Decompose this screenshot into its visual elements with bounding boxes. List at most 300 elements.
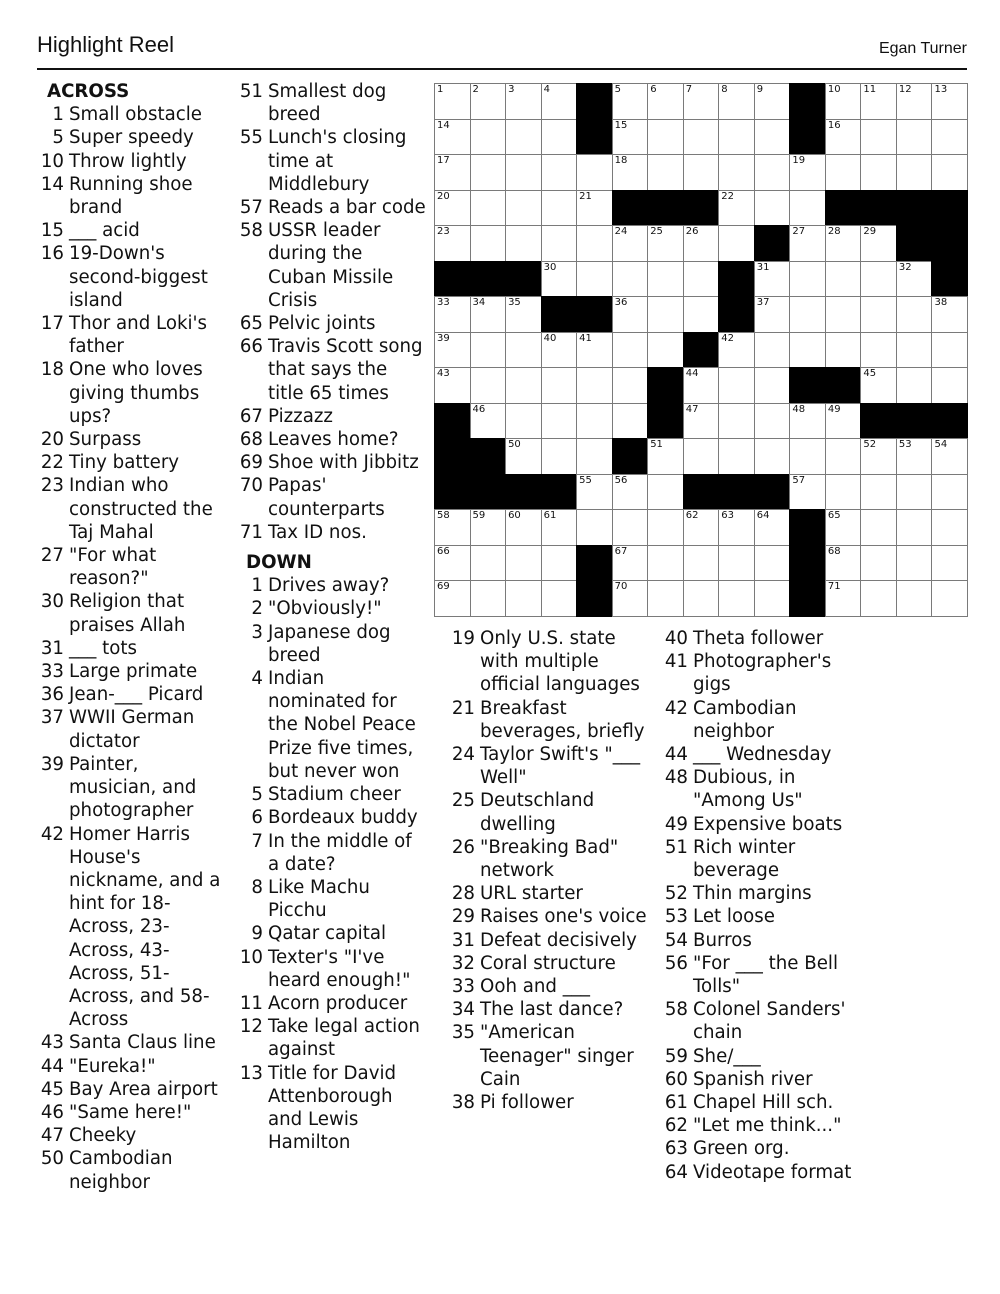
- grid-cell[interactable]: [612, 296, 649, 333]
- clue-text: "Let me think...": [693, 1115, 842, 1137]
- across-clue-55: [236, 126, 426, 196]
- across-clue-67: [236, 405, 426, 428]
- grid-cell[interactable]: [825, 332, 862, 369]
- clue-number: 15: [40, 220, 64, 242]
- grid-cell[interactable]: [647, 225, 684, 262]
- clue-text: Pi follower: [480, 1092, 574, 1114]
- cell-number: 31: [756, 261, 770, 273]
- cell-number: 11: [863, 84, 877, 95]
- clue-number: 24: [451, 744, 475, 766]
- clue-text: Acorn producer: [268, 992, 408, 1014]
- grid-cell[interactable]: [541, 367, 578, 404]
- grid-cell[interactable]: [754, 545, 791, 582]
- grid-cell[interactable]: [718, 154, 755, 191]
- down-clue-59: [661, 1045, 861, 1068]
- grid-cell[interactable]: [683, 403, 720, 440]
- grid-cell[interactable]: [470, 296, 507, 333]
- grid-cell[interactable]: [541, 83, 578, 120]
- down-clue-3: [236, 621, 426, 667]
- grid-black-square: [754, 474, 791, 511]
- grid-cell[interactable]: [647, 332, 684, 369]
- down-clue-62: [661, 1114, 861, 1137]
- grid-cell[interactable]: [470, 225, 507, 262]
- grid-black-square: [789, 119, 826, 156]
- clue-number: 56: [664, 952, 688, 974]
- grid-cell[interactable]: [612, 261, 649, 298]
- grid-cell[interactable]: [434, 119, 471, 156]
- clue-text: Photographer's gigs: [693, 651, 832, 696]
- grid-black-square: [470, 438, 507, 475]
- grid-cell[interactable]: [931, 545, 968, 582]
- grid-cell[interactable]: [434, 296, 471, 333]
- across-clue-42: [37, 823, 227, 1032]
- across-clue-70: [236, 474, 426, 520]
- grid-cell[interactable]: [825, 438, 862, 475]
- grid-cell[interactable]: [860, 225, 897, 262]
- grid-black-square: [541, 474, 578, 511]
- grid-cell[interactable]: [541, 261, 578, 298]
- down-clue-40: [661, 627, 861, 650]
- grid-cell[interactable]: [470, 154, 507, 191]
- down-clue-13: [236, 1062, 426, 1155]
- clue-text: 19-Down's second-biggest island: [69, 243, 208, 311]
- grid-cell[interactable]: [683, 261, 720, 298]
- down-clue-2: [236, 597, 426, 620]
- clue-number: 49: [664, 813, 688, 835]
- grid-cell[interactable]: [576, 261, 613, 298]
- grid-cell[interactable]: [860, 119, 897, 156]
- clue-number: 40: [664, 628, 688, 649]
- grid-cell[interactable]: [683, 580, 720, 617]
- clue-number: 53: [664, 906, 688, 928]
- clue-text: Bay Area airport: [69, 1078, 218, 1100]
- grid-cell[interactable]: [825, 261, 862, 298]
- grid-cell[interactable]: [612, 83, 649, 120]
- down-clue-8: [236, 876, 426, 922]
- grid-cell[interactable]: [931, 367, 968, 404]
- across-clue-list-continued: [236, 80, 426, 544]
- grid-cell[interactable]: [718, 509, 755, 546]
- clue-number: 58: [239, 220, 263, 242]
- grid-cell[interactable]: [505, 367, 542, 404]
- grid-cell[interactable]: [612, 367, 649, 404]
- cell-number: 30: [543, 261, 557, 273]
- grid-cell[interactable]: [434, 190, 471, 227]
- grid-cell[interactable]: [931, 332, 968, 369]
- grid-cell[interactable]: [541, 190, 578, 227]
- cell-number: 9: [756, 84, 764, 95]
- grid-cell[interactable]: [683, 367, 720, 404]
- grid-cell[interactable]: [505, 225, 542, 262]
- cell-number: 25: [650, 226, 663, 238]
- grid-cell[interactable]: [754, 438, 791, 475]
- down-clue-58: [661, 998, 861, 1044]
- grid-cell[interactable]: [576, 190, 613, 227]
- grid-cell[interactable]: [825, 474, 862, 511]
- grid-cell[interactable]: [789, 154, 826, 191]
- grid-cell[interactable]: [683, 154, 720, 191]
- across-clue-5: [37, 126, 227, 149]
- cell-number: 48: [792, 403, 806, 415]
- grid-black-square: [612, 190, 649, 227]
- grid-cell[interactable]: [612, 545, 649, 582]
- grid-cell[interactable]: [825, 296, 862, 333]
- grid-cell[interactable]: [789, 332, 826, 369]
- grid-cell[interactable]: [434, 332, 471, 369]
- grid-cell[interactable]: [434, 509, 471, 546]
- cell-number: 8: [721, 84, 728, 95]
- grid-cell[interactable]: [576, 154, 613, 191]
- grid-cell[interactable]: [647, 296, 684, 333]
- grid-cell[interactable]: [505, 154, 542, 191]
- clue-text: Travis Scott song that says the title 65 times: [268, 336, 423, 404]
- grid-cell[interactable]: [470, 83, 507, 120]
- grid-black-square: [434, 438, 471, 475]
- grid-cell[interactable]: [576, 403, 613, 440]
- grid-cell[interactable]: [683, 438, 720, 475]
- grid-cell[interactable]: [896, 545, 933, 582]
- clue-number: 36: [40, 684, 64, 706]
- cell-number: 34: [472, 297, 486, 309]
- grid-cell[interactable]: [789, 403, 826, 440]
- grid-cell[interactable]: [789, 261, 826, 298]
- grid-cell[interactable]: [470, 403, 507, 440]
- grid-cell[interactable]: [860, 332, 897, 369]
- grid-cell[interactable]: [434, 83, 471, 120]
- grid-cell[interactable]: [505, 580, 542, 617]
- cell-number: 62: [685, 510, 699, 522]
- clue-number: 16: [40, 243, 64, 265]
- clue-text: Cheeky: [69, 1125, 137, 1147]
- grid-cell[interactable]: [860, 367, 897, 404]
- grid-cell[interactable]: [470, 545, 507, 582]
- grid-cell[interactable]: [860, 580, 897, 617]
- grid-cell[interactable]: [931, 438, 968, 475]
- clue-text: She/___: [693, 1045, 761, 1067]
- grid-cell[interactable]: [576, 438, 613, 475]
- clue-text: Tax ID nos.: [268, 521, 367, 543]
- clue-text: Indian nominated for the Nobel Peace Prize five times, but never won: [268, 668, 416, 782]
- grid-cell[interactable]: [434, 367, 471, 404]
- grid-cell[interactable]: [541, 332, 578, 369]
- grid-cell[interactable]: [825, 83, 862, 120]
- clue-number: 23: [40, 475, 64, 497]
- clue-number: 25: [451, 790, 475, 812]
- grid-black-square: [718, 296, 755, 333]
- grid-cell[interactable]: [505, 332, 542, 369]
- grid-cell[interactable]: [647, 509, 684, 546]
- clue-number: 2: [251, 598, 263, 620]
- grid-cell[interactable]: [470, 190, 507, 227]
- clue-text: Rich winter beverage: [693, 836, 796, 882]
- grid-cell[interactable]: [931, 296, 968, 333]
- clue-text: Only U.S. state with multiple official languages: [480, 628, 640, 696]
- grid-cell[interactable]: [612, 474, 649, 511]
- clue-column-3: [448, 627, 648, 1114]
- clue-column-1: [37, 80, 227, 1194]
- cell-number: 50: [508, 439, 521, 451]
- grid-cell[interactable]: [647, 474, 684, 511]
- cell-number: 40: [543, 332, 557, 344]
- clue-number: 55: [239, 127, 263, 149]
- clue-text: Chapel Hill sch.: [693, 1092, 834, 1114]
- grid-cell[interactable]: [789, 438, 826, 475]
- clue-text: Like Machu Picchu: [268, 876, 370, 922]
- clue-text: One who loves giving thumbs ups?: [69, 359, 203, 427]
- grid-cell[interactable]: [789, 296, 826, 333]
- grid-cell[interactable]: [683, 296, 720, 333]
- grid-cell[interactable]: [683, 225, 720, 262]
- clue-number: 65: [239, 313, 263, 335]
- grid-cell[interactable]: [896, 474, 933, 511]
- grid-black-square: [683, 190, 720, 227]
- grid-cell[interactable]: [576, 367, 613, 404]
- clue-text: Super speedy: [69, 127, 194, 149]
- grid-cell[interactable]: [647, 545, 684, 582]
- grid-cell[interactable]: [647, 119, 684, 156]
- clue-text: Reads a bar code: [268, 197, 426, 219]
- grid-cell[interactable]: [931, 119, 968, 156]
- grid-cell[interactable]: [754, 261, 791, 298]
- grid-black-square: [434, 403, 471, 440]
- clue-text: "Obviously!": [268, 598, 382, 620]
- grid-cell[interactable]: [718, 119, 755, 156]
- grid-cell[interactable]: [470, 367, 507, 404]
- grid-cell[interactable]: [896, 83, 933, 120]
- down-clue-21: [448, 697, 648, 743]
- grid-cell[interactable]: [718, 403, 755, 440]
- grid-cell[interactable]: [718, 438, 755, 475]
- clue-text: Raises one's voice: [480, 906, 647, 928]
- across-clue-18: [37, 358, 227, 428]
- grid-cell[interactable]: [860, 438, 897, 475]
- down-clue-28: [448, 882, 648, 905]
- clue-text: Defeat decisively: [480, 929, 637, 951]
- grid-cell[interactable]: [470, 119, 507, 156]
- cell-number: 56: [614, 474, 628, 486]
- grid-cell[interactable]: [789, 190, 826, 227]
- clue-number: 70: [239, 475, 263, 497]
- grid-cell[interactable]: [825, 403, 862, 440]
- grid-cell[interactable]: [718, 332, 755, 369]
- grid-cell[interactable]: [754, 119, 791, 156]
- grid-cell[interactable]: [754, 154, 791, 191]
- grid-cell[interactable]: [896, 296, 933, 333]
- grid-cell[interactable]: [825, 509, 862, 546]
- grid-cell[interactable]: [470, 509, 507, 546]
- cell-number: 66: [437, 545, 450, 557]
- grid-cell[interactable]: [860, 261, 897, 298]
- grid-cell[interactable]: [576, 509, 613, 546]
- grid-cell[interactable]: [860, 154, 897, 191]
- clue-text: "Eureka!": [69, 1055, 156, 1077]
- grid-cell[interactable]: [612, 580, 649, 617]
- across-clue-30: [37, 590, 227, 636]
- grid-cell[interactable]: [434, 545, 471, 582]
- grid-cell[interactable]: [754, 367, 791, 404]
- grid-cell[interactable]: [434, 225, 471, 262]
- clue-text: Running shoe brand: [69, 173, 193, 219]
- cell-number: 47: [685, 403, 699, 415]
- grid-cell[interactable]: [718, 190, 755, 227]
- grid-cell[interactable]: [612, 509, 649, 546]
- grid-cell[interactable]: [612, 225, 649, 262]
- clue-text: Indian who constructed the Taj Mahal: [69, 475, 213, 543]
- grid-cell[interactable]: [825, 580, 862, 617]
- cell-number: 14: [437, 119, 450, 131]
- grid-cell[interactable]: [860, 83, 897, 120]
- grid-cell[interactable]: [541, 438, 578, 475]
- grid-cell[interactable]: [576, 474, 613, 511]
- cell-number: 51: [650, 439, 663, 451]
- grid-black-square: [896, 403, 933, 440]
- down-clue-48: [661, 766, 861, 812]
- grid-cell[interactable]: [896, 438, 933, 475]
- grid-cell[interactable]: [860, 296, 897, 333]
- grid-cell[interactable]: [647, 83, 684, 120]
- grid-cell[interactable]: [754, 296, 791, 333]
- grid-cell[interactable]: [647, 261, 684, 298]
- grid-cell[interactable]: [612, 403, 649, 440]
- grid-cell[interactable]: [931, 154, 968, 191]
- down-clue-42: [661, 697, 861, 743]
- grid-cell[interactable]: [896, 580, 933, 617]
- across-clue-17: [37, 312, 227, 358]
- cell-number: 1: [437, 84, 444, 95]
- grid-cell[interactable]: [683, 545, 720, 582]
- clue-number: 20: [40, 429, 64, 451]
- grid-cell[interactable]: [505, 403, 542, 440]
- grid-cell[interactable]: [754, 580, 791, 617]
- grid-cell[interactable]: [931, 509, 968, 546]
- grid-cell[interactable]: [825, 225, 862, 262]
- clue-number: 37: [40, 707, 64, 729]
- down-clue-24: [448, 743, 648, 789]
- puzzle-author: Egan Turner: [878, 40, 967, 57]
- grid-cell[interactable]: [718, 83, 755, 120]
- clue-text: Pelvic joints: [268, 313, 376, 335]
- clue-text: Thor and Loki's father: [69, 313, 208, 358]
- grid-cell[interactable]: [576, 225, 613, 262]
- grid-cell[interactable]: [789, 474, 826, 511]
- down-clue-33: [448, 975, 648, 998]
- grid-cell[interactable]: [896, 119, 933, 156]
- grid-cell[interactable]: [434, 154, 471, 191]
- grid-cell[interactable]: [541, 154, 578, 191]
- grid-cell[interactable]: [754, 83, 791, 120]
- grid-cell[interactable]: [683, 509, 720, 546]
- grid-cell[interactable]: [754, 403, 791, 440]
- grid-cell[interactable]: [896, 261, 933, 298]
- grid-cell[interactable]: [896, 367, 933, 404]
- clue-text: Videotape format: [693, 1161, 852, 1183]
- clue-text: Pizzazz: [268, 405, 333, 427]
- grid-cell[interactable]: [541, 509, 578, 546]
- cell-number: 65: [827, 510, 841, 522]
- clue-number: 46: [40, 1101, 64, 1123]
- grid-cell[interactable]: [647, 438, 684, 475]
- grid-cell[interactable]: [825, 154, 862, 191]
- grid-cell[interactable]: [541, 119, 578, 156]
- grid-cell[interactable]: [718, 545, 755, 582]
- grid-cell[interactable]: [754, 332, 791, 369]
- clue-text: ___ acid: [69, 220, 140, 242]
- grid-cell[interactable]: [931, 474, 968, 511]
- grid-cell[interactable]: [683, 83, 720, 120]
- across-clue-27: [37, 544, 227, 590]
- grid-cell[interactable]: [505, 509, 542, 546]
- grid-cell[interactable]: [505, 296, 542, 333]
- grid-cell[interactable]: [896, 154, 933, 191]
- down-clue-9: [236, 922, 426, 945]
- grid-cell[interactable]: [896, 509, 933, 546]
- grid-cell[interactable]: [612, 154, 649, 191]
- grid-cell[interactable]: [505, 119, 542, 156]
- grid-cell[interactable]: [434, 580, 471, 617]
- clue-number: 43: [40, 1032, 64, 1054]
- cell-number: 26: [685, 226, 699, 238]
- grid-cell[interactable]: [789, 225, 826, 262]
- clue-number: 11: [239, 992, 263, 1014]
- grid-cell[interactable]: [505, 545, 542, 582]
- grid-cell[interactable]: [612, 332, 649, 369]
- clue-number: 18: [40, 359, 64, 381]
- grid-cell[interactable]: [718, 367, 755, 404]
- grid-cell[interactable]: [860, 509, 897, 546]
- clue-text: Texter's "I've heard enough!": [268, 946, 411, 991]
- grid-cell[interactable]: [541, 403, 578, 440]
- clue-text: Take legal action against: [268, 1016, 420, 1061]
- grid-cell[interactable]: [718, 580, 755, 617]
- grid-black-square: [754, 225, 791, 262]
- grid-cell[interactable]: [754, 190, 791, 227]
- grid-cell[interactable]: [505, 83, 542, 120]
- grid-cell[interactable]: [718, 225, 755, 262]
- grid-cell[interactable]: [612, 119, 649, 156]
- clue-number: 47: [40, 1125, 64, 1147]
- grid-cell[interactable]: [541, 580, 578, 617]
- grid-cell[interactable]: [683, 119, 720, 156]
- clue-text: Thin margins: [693, 883, 812, 905]
- across-clue-36: [37, 683, 227, 706]
- grid-cell[interactable]: [576, 332, 613, 369]
- grid-cell[interactable]: [470, 580, 507, 617]
- grid-cell[interactable]: [825, 119, 862, 156]
- grid-cell[interactable]: [825, 545, 862, 582]
- cell-number: 69: [437, 581, 450, 593]
- clue-number: 71: [239, 521, 263, 543]
- grid-cell[interactable]: [647, 580, 684, 617]
- clue-number: 61: [664, 1092, 688, 1114]
- grid-cell[interactable]: [754, 509, 791, 546]
- grid-cell[interactable]: [860, 545, 897, 582]
- grid-cell[interactable]: [505, 438, 542, 475]
- crossword-grid: [434, 83, 967, 616]
- cell-number: 59: [472, 510, 486, 522]
- grid-cell[interactable]: [505, 190, 542, 227]
- grid-cell[interactable]: [931, 580, 968, 617]
- grid-cell[interactable]: [470, 332, 507, 369]
- grid-cell[interactable]: [860, 474, 897, 511]
- grid-cell[interactable]: [647, 154, 684, 191]
- cell-number: 22: [721, 190, 734, 202]
- grid-cell[interactable]: [541, 225, 578, 262]
- grid-cell[interactable]: [541, 545, 578, 582]
- grid-cell[interactable]: [931, 83, 968, 120]
- down-clue-list: [236, 574, 426, 1154]
- down-heading: DOWN: [246, 552, 312, 574]
- grid-cell[interactable]: [896, 332, 933, 369]
